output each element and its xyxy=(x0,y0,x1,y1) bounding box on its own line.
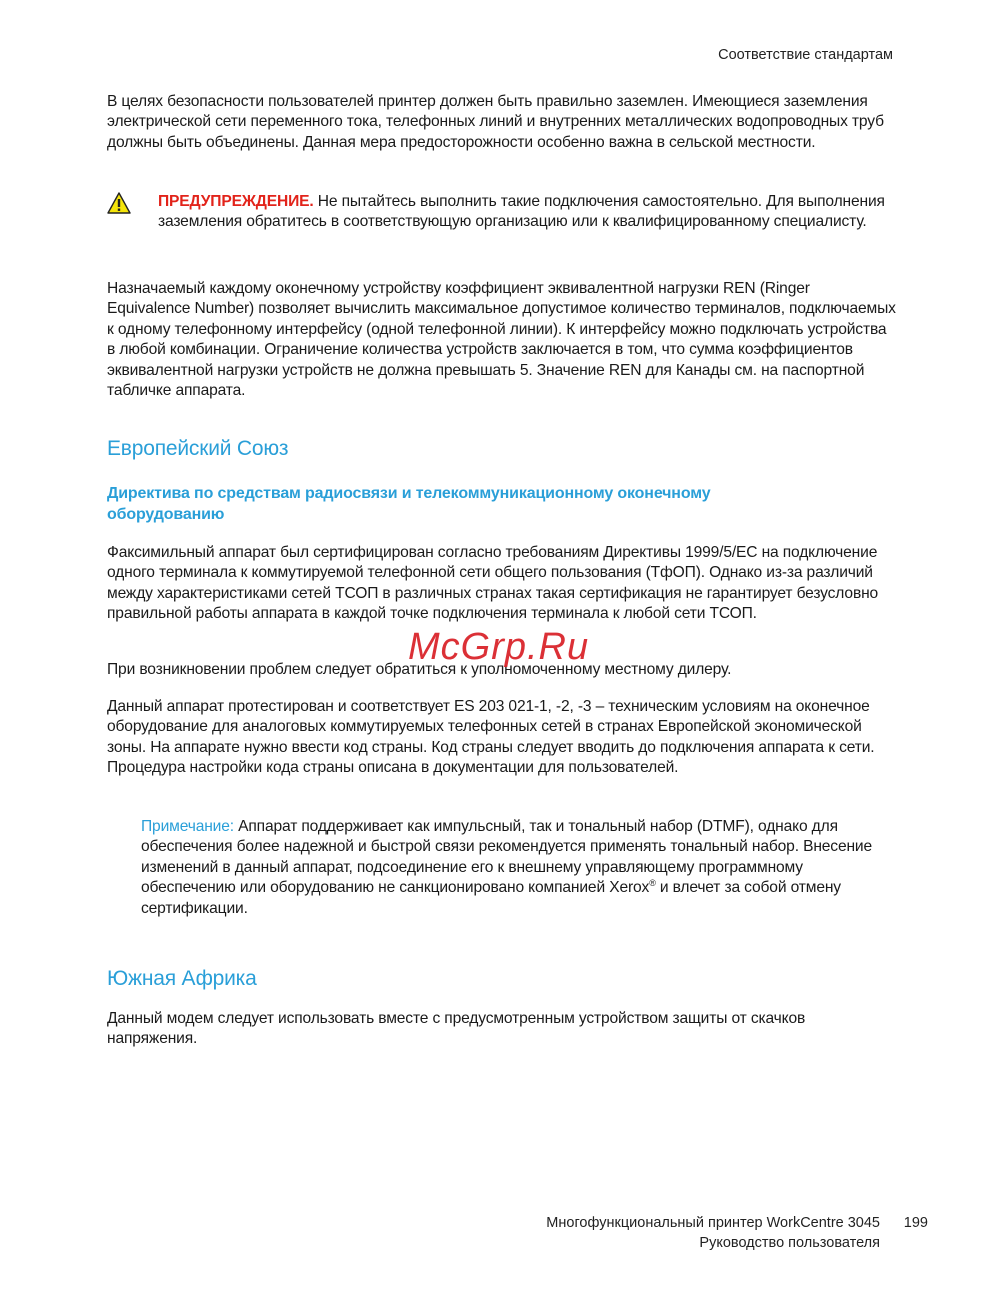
note-block xyxy=(141,817,901,919)
warning-triangle-icon xyxy=(107,192,131,214)
registered-mark: ® xyxy=(649,878,656,889)
section-title-eu: Европейский Союз xyxy=(107,437,289,460)
paragraph-fax-certification: Факсимильный аппарат был сертифицирован согласно требованиям Директивы 1999/5/EC на подключение одного терминала к коммутируемой телефонной сети общего пользования (ТфОП). Однако из-за различий между характеристиками сетей ТСОП в различных странах такая сертификация не гарантирует безусловно правильной работы аппарата в каждой точке подключения терминала к любой сети ТСОП. xyxy=(107,544,879,623)
warning-text xyxy=(158,192,897,233)
section-title-south-africa: Южная Африка xyxy=(107,967,257,990)
paragraph-grounding: В целях безопасности пользователей принтер должен быть правильно заземлен. Имеющиеся заземления электрической сети переменного тока, телефонных линий и внутренних металлических водопроводных труб должны быть объединены. Данная мера предосторожности особенно важна в сельской местности. xyxy=(107,93,884,151)
paragraph-dealer: При возникновении проблем следует обратиться к уполномоченному местному дилеру. xyxy=(107,661,732,678)
page-number: 199 xyxy=(903,1215,928,1231)
subsection-title-directive: Директива по средствам радиосвязи и телекоммуникационному оконечному оборудованию xyxy=(107,485,711,523)
note-text: Аппарат поддерживает как импульсный, так и тональный набор (DTMF), однако для обеспечения более надежной и быстрой связи рекомендуется применять тональный набор. Внесение изменений в данный аппарат, подсоединение его к внешнему управляющему программному обеспечению или оборудованию не санкционировано компанией Xerox xyxy=(141,818,873,897)
page-footer xyxy=(546,1213,928,1253)
running-header: Соответствие стандартам xyxy=(718,47,893,63)
paragraph-south-africa: Данный модем следует использовать вместе с предусмотренным устройством защиты от скачков напряжения. xyxy=(107,1010,806,1048)
warning-label: ПРЕДУПРЕЖДЕНИЕ. xyxy=(158,193,314,210)
footer-product: Многофункциональный принтер WorkCentre 3045 xyxy=(546,1215,880,1231)
warning-block xyxy=(107,192,897,233)
note-text-end: и влечет за собой отмену сертификации. xyxy=(141,879,841,917)
paragraph-es-test: Данный аппарат протестирован и соответствует ES 203 021-1, -2, -3 – техническим условиям на оконечное оборудование для аналоговых коммутируемых телефонных сетей в странах Европейской экономической зоны. На аппарате нужно ввести код страны. Код страны следует вводить до подключения аппарата к сети. Процедура настройки кода страны описана в документации для пользователей. xyxy=(107,698,875,777)
note-label: Примечание: xyxy=(141,818,234,835)
warning-message: Не пытайтесь выполнить такие подключения самостоятельно. Для выполнения заземления обратитесь в соответствующую организацию или к квалифицированному специалисту. xyxy=(158,193,885,231)
footer-guide: Руководство пользователя xyxy=(699,1235,880,1251)
watermark: McGrp.Ru xyxy=(408,626,590,668)
paragraph-ren: Назначаемый каждому оконечному устройству коэффициент эквивалентной нагрузки REN (Ringer Equivalence Number) позволяет вычислить максимальное допустимое количество терминалов, подключаемых к одному телефонному интерфейсу (одной телефонной линии). К интерфейсу можно подключать устройства в любой комбинации. Ограничение количества устройств заключается в том, что сумма коэффициентов эквивалентной нагрузки устройств не должна превышать 5. Значение REN для Канады см. на паспортной табличке аппарата. xyxy=(107,280,896,400)
